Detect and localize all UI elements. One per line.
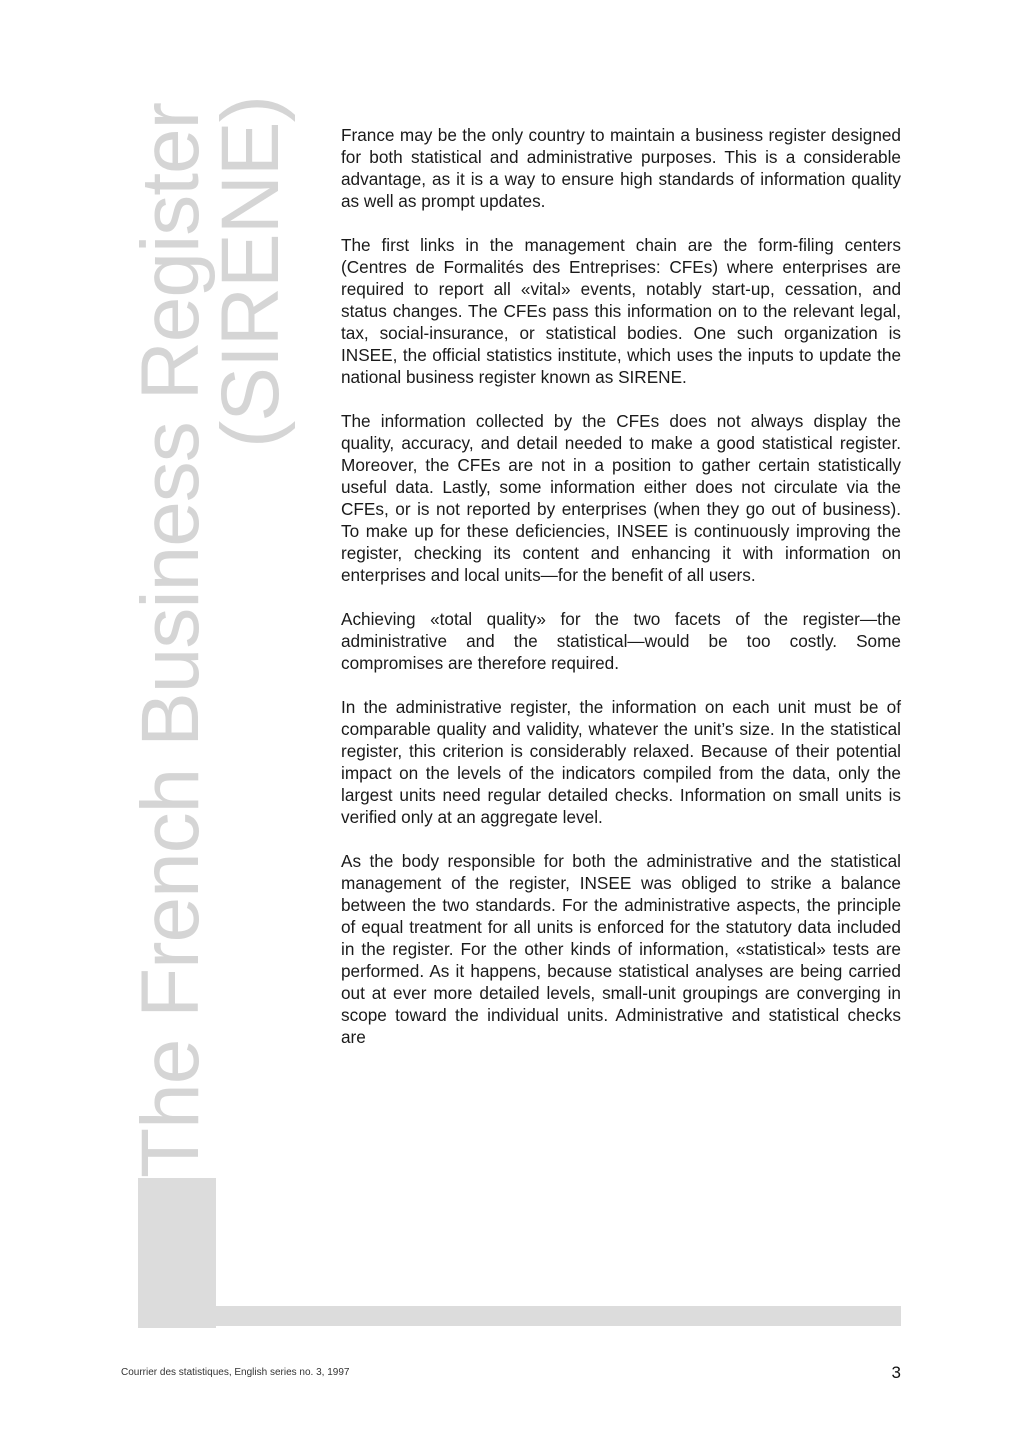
page-number: 3 [891, 1363, 901, 1382]
side-title [125, 96, 296, 1178]
side-title-line-1: The French Business Register [125, 103, 216, 1178]
paragraph-2: The first links in the management chain are the form-filing centers (Centres de Formalités des Entreprises: CFEs) where enterprises are required to report all «vital» events, notably start-up, cessation, and status changes. The CFEs pass this information on to the relevant legal, tax, social-insurance, or statistical bodies. One such organization is INSEE, the official statistics institute, which uses the inputs to update the national business register known as SIRENE. [341, 235, 901, 387]
paragraph-4: Achieving «total quality» for the two facets of the register—the administrative and the statistical—would be too costly. Some compromises are therefore required. [341, 609, 901, 673]
paragraph-5: In the administrative register, the information on each unit must be of comparable quality and validity, whatever the unit’s size. In the statistical register, this criterion is considerably relaxed. Because of their potential impact on the levels of the indicators compiled from the data, only the largest units need regular detailed checks. Information on small units is verified only at an aggregate level. [341, 697, 901, 827]
article-body [341, 124, 901, 1070]
side-title-line-2: (SIRENE) [205, 96, 296, 448]
paragraph-1: France may be the only country to maintain a business register designed for both statistical and administrative purposes. This is a considerable advantage, as it is a way to ensure high standards of information quality as well as prompt updates. [341, 125, 901, 211]
footer-source: Courrier des statistiques, English series no. 3, 1997 [121, 1367, 350, 1378]
decorative-bar-horizontal [138, 1306, 901, 1326]
paragraph-3: The information collected by the CFEs does not always display the quality, accuracy, and detail needed to make a good statistical register. Moreover, the CFEs are not in a position to gather certain statistically useful data. Lastly, some information either does not circulate via the CFEs, or is not reported by enterprises (when they go out of business). To make up for these deficiencies, INSEE is continuously improving the register, checking its content and enhancing it with information on enterprises and local units—for the benefit of all users. [341, 411, 901, 585]
paragraph-6: As the body responsible for both the administrative and the statistical management of the register, INSEE was obliged to strike a balance between the two standards. For the administrative aspects, the principle of equal treatment for all units is enforced for the statutory data included in the register. For the other kinds of information, «statistical» tests are performed. As it happens, because statistical analyses are being carried out at ever more detailed levels, small-unit groupings are converging in scope toward the individual units. Administrative and statistical checks are [341, 851, 901, 1047]
